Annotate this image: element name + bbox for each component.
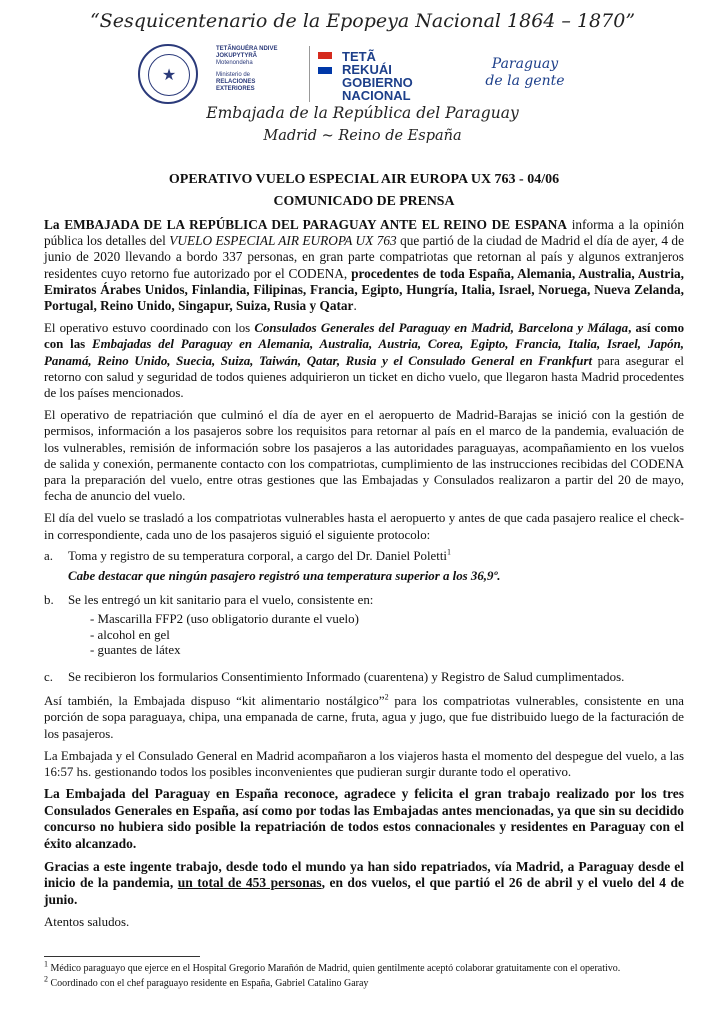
footnote-number: 1 [44,959,48,969]
footnote-number: 2 [44,974,48,984]
republic-seal-logo [138,44,198,104]
item-text: Se les entregó un kit sanitario para el vuelo, consistente en: [68,593,374,608]
document-subtitle: COMUNICADO DE PRENSA [273,193,455,208]
text-span: para los compatriotas vulnerables, consistente en una porción de sopa paraguaya, chipa, una empanada de carne, fruta, agua y jugo, que fue distribuido luego de la facturación de los pasajeros. [44,694,684,741]
seal-inner-ring [148,54,190,96]
slogan-line: Paraguay [491,56,559,72]
item-label: a. [44,548,53,563]
star-icon: ★ [161,67,177,84]
slogan-line: de la gente [485,73,565,89]
flag-stripe-white [318,59,332,66]
protocol-item-a [44,548,684,564]
text-span: Gracias a este ingente trabajo, desde todo el mundo ya han sido repatriados, vía Madrid, a Paraguay desde el inicio de la pandemia, [44,858,684,891]
footnote-divider [44,956,200,957]
ministry-line: RELACIONES [216,79,256,85]
text-span: , en dos vuelos, el que partió el 26 de abril y el vuelo del 4 de junio. [44,875,685,907]
footnote-text: Coordinado con el chef paraguayo residente en España, Gabriel Catalino Garay [48,977,369,989]
document-body [44,172,684,937]
text-span: El operativo estuvo coordinado con los [44,321,255,336]
government-logo-text [342,50,413,102]
text-span-bold: , así como con las [44,321,685,352]
item-label: b. [44,593,54,608]
kit-list-item: - Mascarilla FFP2 (uso obligatorio durante el vuelo) [90,612,359,627]
consulates-bold-italic: Consulados Generales del Paraguay en Madrid, Barcelona y Málaga [254,321,629,336]
gov-line: REKUÁI [342,62,392,77]
ministry-line: EXTERIORES [216,86,255,92]
footnotes [44,956,684,992]
footnote-1 [44,959,684,976]
kit-list-item: - guantes de látex [90,643,181,658]
closing: Atentos saludos. [44,915,130,930]
paraguay-flag-icon [318,52,332,74]
paragraph-coordination [44,320,684,401]
protocol-item-b [44,592,684,608]
flag-stripe-red [318,52,332,59]
total-people-underlined: un total de 453 personas [177,875,322,891]
logo-divider [309,46,310,102]
paragraph-repatriation: El operativo de repatriación que culminó el día de ayer en el aeropuerto de Madrid-Barajas se inició con la gestión de permisos, información a los pasajeros sobre los requisitos para retornar al país en el marco de la pandemia, evaluación de los vulnerables, remisión de información sobre los pasajeros a las autoridades paraguayas, acompañamiento en los vuelos de salida y conexión, permanente contacto con los compatriotas, cumplimiento de las instrucciones recibidas del CODENA para la preparación del vuelo, entre otras gestiones que las Embajadas y Consulados realizaron a partir del 20 de mayo, fecha de anuncio del vuelo. [44,408,684,504]
paragraph-acknowledgement: La Embajada del Paraguay en España reconoce, agradece y felicita el gran trabajo realizado por los tres Consulados Generales en España, así como por todas las Embajadas antes mencionadas, ya que sin su decidido concurso no hubiera sido posible la repatriación de todos estos connacionales y residentes en Paraguay con el éxito alcanzado. [44,786,684,851]
embassy-bold-name: La EMBAJADA DE LA REPÚBLICA DEL PARAGUAY ANTE EL REINO DE ESPANA [44,217,567,232]
item-label: c. [44,669,53,684]
item-text: Toma y registro de su temperatura corporal, a cargo del Dr. Daniel Poletti [68,548,448,563]
temperature-note: Cabe destacar que ningún pasajero registró una temperatura superior a los 36,9º. [68,569,501,584]
motto-heading: “Sesquicentenario de la Epopeya Nacional 1864 – 1870” [89,10,636,32]
protocol-item-c [44,669,684,685]
kit-list [44,612,684,659]
gov-line: TETÃ [342,49,376,64]
text-span: . [353,298,357,314]
text-span: Así también, la Embajada dispuso “kit alimentario nostálgico” [44,694,385,709]
footnote-text: Médico paraguayo que ejerce en el Hospital Gregorio Marañón de Madrid, quien gentilmente aceptó colaborar gratuitamente con el operativo. [48,963,621,974]
kit-list-item: - alcohol en gel [90,627,170,642]
paragraph-total [44,859,684,909]
paragraph-departure: La Embajada y el Consulado General en Madrid acompañaron a los viajeros hasta el momento del despegue del vuelo, a las 16:57 hs. gestionando todos los posibles inconvenientes que pudieran surgir durante todo el operativo. [44,748,684,779]
gov-line: GOBIERNO [342,75,413,90]
ministry-line: Ministerio de [216,72,251,78]
text-span: que partió de la ciudad de Madrid el día de ayer, 4 de junio de 2020 llevando a bordo 337 personas, en gran parte compatriotas que retornan al país y algunos extranjeros residentes cuyo retorno fue autorizado por el CODENA, [44,233,684,281]
paraguay-slogan-logo [480,56,570,90]
item-text: Se recibieron los formularios Consentimiento Informado (cuarentena) y Registro de Salud cumplimentados. [68,669,625,684]
text-span: para asegurar el retorno con salud y seguridad de todos quienes adquirieron un ticket en dicho vuelo, que llegaron hasta Madrid procedentes de los países mencionados. [44,353,685,401]
paragraph-flight-day: El día del vuelo se trasladó a los compatriotas vulnerables hasta el aeropuerto y antes de que cada pasajero realice el check-in correspondiente, cada uno de los pasajeros siguió el siguiente protocolo: [44,511,684,542]
embassy-location: Madrid ~ Reino de España [263,128,462,144]
footnote-ref: 1 [447,547,452,557]
footnote-2 [44,974,684,991]
gov-line: NACIONAL [342,88,411,103]
ministry-logo-text [216,46,306,93]
origin-countries-bold: procedentes de toda España, Alemania, Australia, Austria, Emiratos Árabes Unidos, Finlandia, Filipinas, Francia, Egipto, Hungría, Italia, Israel, Noruega, Nueva Zelanda, Portugal, Reino Unido, Singapur, Suiza, Rusia y Qatar [44,265,684,314]
ministry-line: Motenondeha [216,60,253,66]
footnote-ref: 2 [384,692,389,702]
flag-stripe-blue [318,67,332,74]
ministry-line: JOKUPYTYRÃ [216,53,258,59]
embassies-bold-italic: Embajadas del Paraguay en Alemania, Australia, Austria, Corea, Egipto, Francia, Italia, Israel, Japón, Panamá, Reino Unido, Suecia, Suiza, Taiwán, Qatar, Rusia y el Consulado General en Frankfurt [44,337,684,368]
flight-name-italic: VUELO ESPECIAL AIR EUROPA UX 763 [169,233,397,249]
document-title: OPERATIVO VUELO ESPECIAL AIR EUROPA UX 763 - 04/06 [168,172,560,187]
text-span: informa a la opinión pública los detalles del [44,217,684,249]
embassy-name: Embajada de la República del Paraguay [206,104,519,122]
paragraph-intro [44,217,684,314]
paragraph-food-kit [44,693,684,742]
ministry-line: TETÃNGUÉRA NDIVE [216,46,278,52]
